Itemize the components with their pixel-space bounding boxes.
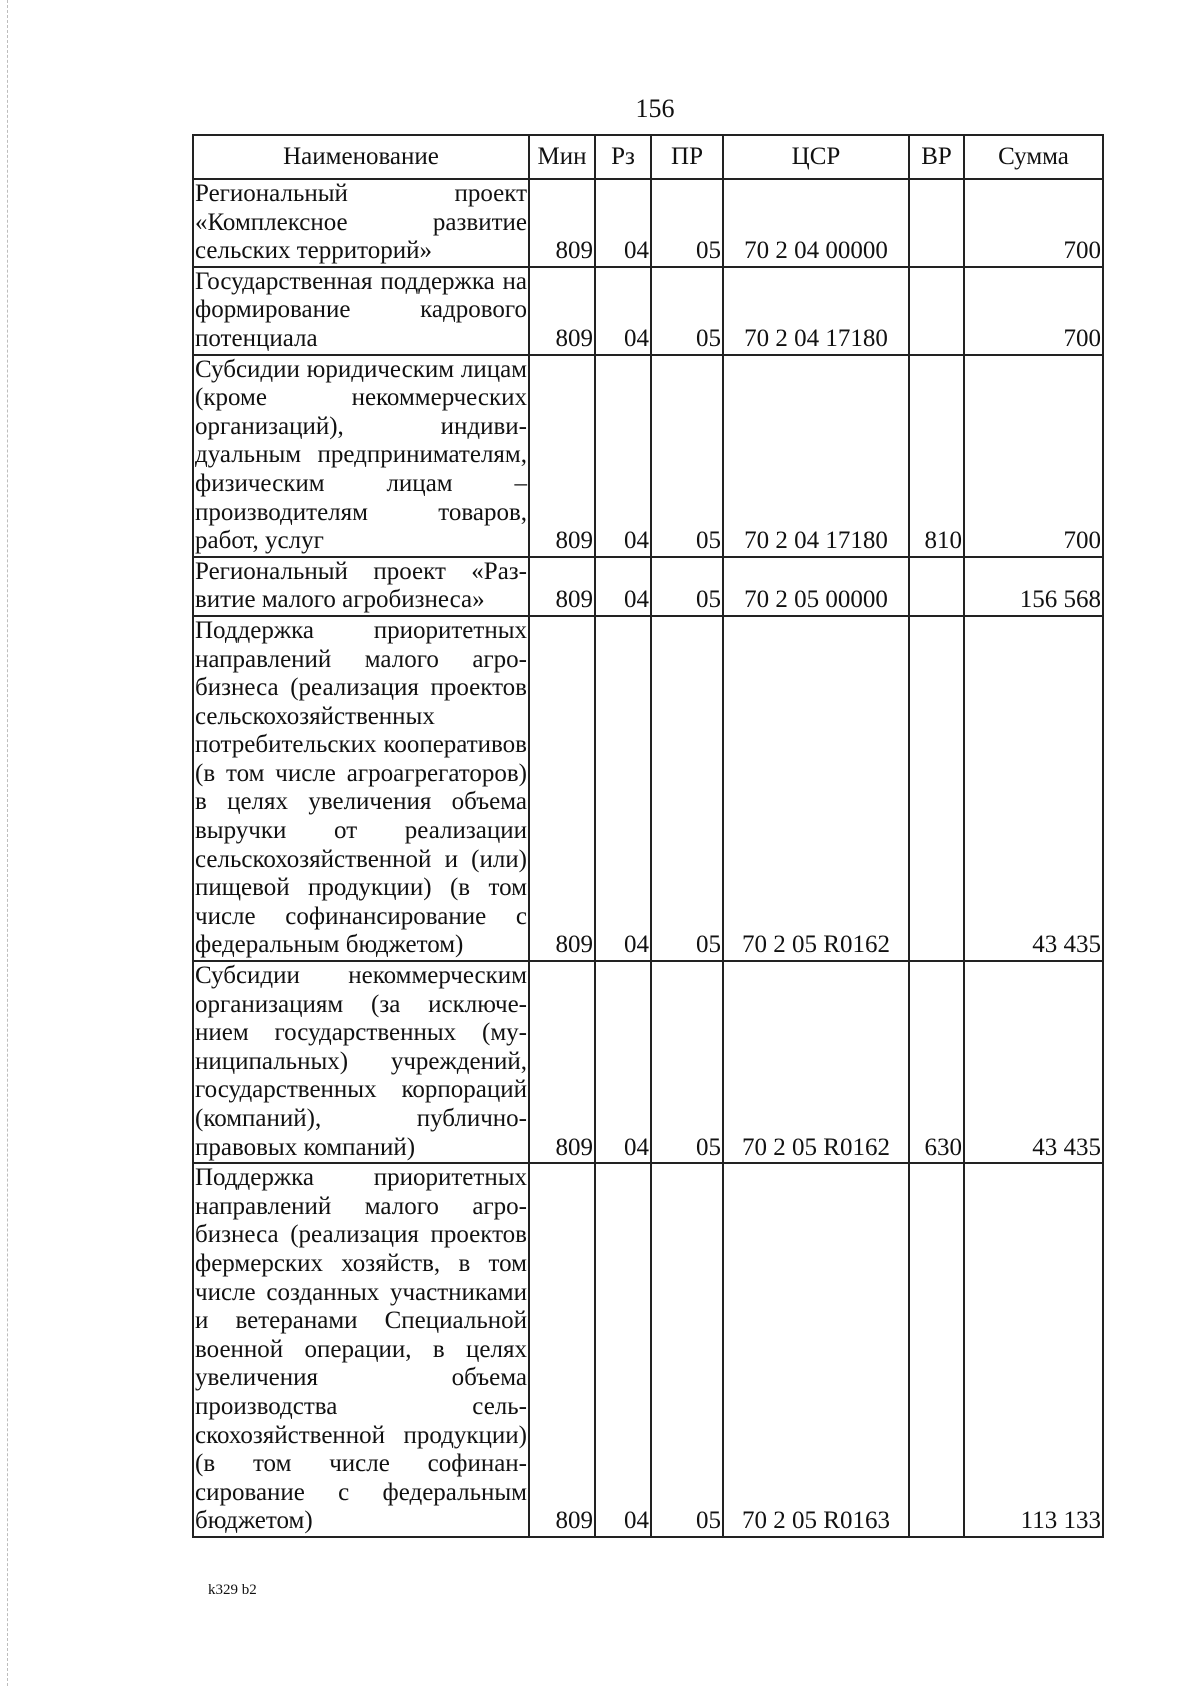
row-vr (909, 179, 964, 267)
row-rz: 04 (595, 267, 651, 355)
row-csr: 70 2 04 17180 (723, 267, 909, 355)
row-csr: 70 2 04 00000 (723, 179, 909, 267)
header-sum: Сумма (964, 135, 1103, 179)
row-csr: 70 2 05 R0162 (723, 961, 909, 1163)
row-rz: 04 (595, 557, 651, 616)
row-name: Государственная поддержка на формирование кадрового потенциала (193, 267, 529, 355)
table-row (193, 267, 1103, 355)
table-header-row (193, 135, 1103, 179)
row-sum: 700 (964, 355, 1103, 557)
scan-edge-line (7, 0, 8, 1686)
row-vr (909, 557, 964, 616)
row-rz: 04 (595, 179, 651, 267)
row-name: Региональный проект «Комплексное развитие сельских территорий» (193, 179, 529, 267)
row-vr (909, 267, 964, 355)
row-rz: 04 (595, 961, 651, 1163)
row-sum: 113 133 (964, 1163, 1103, 1537)
row-rz: 04 (595, 616, 651, 961)
header-vr: ВР (909, 135, 964, 179)
row-name: Поддержка приоритетных направлений малого агробизнеса (реализация проектов сельскохозяйственных потребительских кооперативов (в том числе агроагрегаторов) в целях увеличения объема выручки от реализации сельскохозяйственной и (или) пищевой продукции) (в том числе софинансирование с федеральным бюджетом) (193, 616, 529, 961)
row-pr: 05 (651, 267, 723, 355)
row-pr: 05 (651, 1163, 723, 1537)
header-min: Мин (529, 135, 595, 179)
row-min: 809 (529, 961, 595, 1163)
row-pr: 05 (651, 961, 723, 1163)
row-min: 809 (529, 1163, 595, 1537)
header-name: Наименование (193, 135, 529, 179)
row-name: Региональный проект «Развитие малого агробизнеса» (193, 557, 529, 616)
row-min: 809 (529, 267, 595, 355)
row-name: Субсидии некоммерческим организациям (за исключением государственных (муниципальных) учреждений, государственных корпораций (компаний), публично-правовых компаний) (193, 961, 529, 1163)
row-pr: 05 (651, 557, 723, 616)
table-row (193, 355, 1103, 557)
row-csr: 70 2 05 R0162 (723, 616, 909, 961)
row-pr: 05 (651, 355, 723, 557)
row-vr (909, 1163, 964, 1537)
table-row (193, 557, 1103, 616)
budget-table (192, 134, 1104, 1538)
row-min: 809 (529, 616, 595, 961)
row-csr: 70 2 04 17180 (723, 355, 909, 557)
row-pr: 05 (651, 179, 723, 267)
row-pr: 05 (651, 616, 723, 961)
table-row (193, 179, 1103, 267)
table-row (193, 616, 1103, 961)
row-min: 809 (529, 557, 595, 616)
row-rz: 04 (595, 1163, 651, 1537)
row-sum: 43 435 (964, 616, 1103, 961)
row-vr: 630 (909, 961, 964, 1163)
row-vr: 810 (909, 355, 964, 557)
row-name: Поддержка приоритетных направлений малого агробизнеса (реализация проектов фермерских хозяйств, в том числе созданных участниками и ветеранами Специальной военной операции, в целях увеличения объема производства сельскохозяйственной продукции) (в том числе софинансирование с федеральным бюджетом) (193, 1163, 529, 1537)
header-pr: ПР (651, 135, 723, 179)
header-rz: Рз (595, 135, 651, 179)
row-csr: 70 2 05 R0163 (723, 1163, 909, 1537)
row-min: 809 (529, 179, 595, 267)
page-number: 156 (635, 94, 675, 123)
row-name: Субсидии юридическим лицам (кроме некоммерческих организаций), индивидуальным предпринимателям, физическим лицам – производителям товаров, работ, услуг (193, 355, 529, 557)
table-row (193, 1163, 1103, 1537)
row-sum: 700 (964, 179, 1103, 267)
row-rz: 04 (595, 355, 651, 557)
row-csr: 70 2 05 00000 (723, 557, 909, 616)
row-sum: 156 568 (964, 557, 1103, 616)
footer-document-code: k329 b2 (208, 1582, 257, 1598)
table-row (193, 961, 1103, 1163)
row-sum: 43 435 (964, 961, 1103, 1163)
header-csr: ЦСР (723, 135, 909, 179)
row-sum: 700 (964, 267, 1103, 355)
row-vr (909, 616, 964, 961)
row-min: 809 (529, 355, 595, 557)
